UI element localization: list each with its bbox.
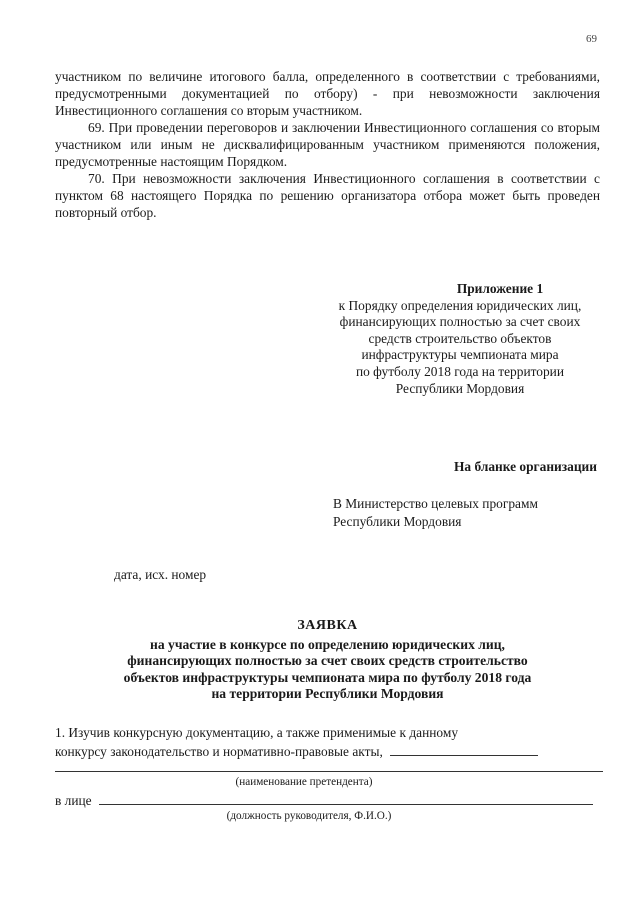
form-line-2 <box>55 742 603 761</box>
application-heading <box>55 618 600 703</box>
appendix-block <box>315 281 605 397</box>
applicant-name-caption: (наименование претендента) <box>235 776 373 788</box>
addressee-line: Республики Мордовия <box>333 514 462 529</box>
page-number: 69 <box>586 33 597 45</box>
addressee-line: В Министерство целевых программ <box>333 496 538 511</box>
letterhead-note: На бланке организации <box>454 459 597 474</box>
application-line: на территории Республики Мордовия <box>211 686 444 701</box>
application-line: на участие в конкурсе по определению юридических лиц, <box>150 636 505 652</box>
form-line-2-text: конкурсу законодательство и нормативно-правовые акты, <box>55 744 383 759</box>
representative-blank-field[interactable] <box>99 791 593 805</box>
form-line-1: 1. Изучив конкурсную документацию, а также применимые к данному <box>55 725 459 740</box>
appendix-line: по футболу 2018 года на территории <box>355 363 565 379</box>
date-reference: дата, исх. номер <box>114 567 207 582</box>
in-person-label: в лице <box>55 793 92 808</box>
representative-caption: (должность руководителя, Ф.И.О.) <box>226 810 392 822</box>
addressee-block <box>333 495 603 531</box>
applicant-blank-field[interactable] <box>390 742 538 756</box>
application-word: ЗАЯВКА <box>297 618 358 633</box>
appendix-title: Приложение 1 <box>456 281 544 296</box>
appendix-line: средств строительство объектов <box>368 330 552 346</box>
appendix-line: финансирующих полностью за счет своих <box>339 314 581 330</box>
appendix-line: к Порядку определения юридических лиц, <box>338 297 582 313</box>
in-person-row <box>55 791 603 810</box>
paragraph-continuation: участником по величине итогового балла, определенного в соответствии с требованиями, предусмотренными документацией по отбору) - при невозможности заключения Инвестиционного соглашения со вторым участником. <box>55 69 600 118</box>
paragraph-70: 70. При невозможности заключения Инвестиционного соглашения в соответствии с пунктом 68 настоящего Порядка по решению организатора отбора может быть проведен повторный отбор. <box>55 171 600 220</box>
appendix-line: инфраструктуры чемпионата мира <box>361 347 559 363</box>
application-line: финансирующих полностью за счет своих средств строительство <box>127 653 528 668</box>
body-text <box>55 68 600 221</box>
application-form <box>55 724 603 823</box>
applicant-name-blank-field[interactable] <box>55 761 603 772</box>
paragraph-69: 69. При проведении переговоров и заключении Инвестиционного соглашения со вторым участником или иным не дисквалифицированным участником применяются положения, предусмотренные настоящим Порядком. <box>55 120 600 169</box>
appendix-line: Республики Мордовия <box>395 380 525 396</box>
application-line: объектов инфраструктуры чемпионата мира по футболу 2018 года <box>123 669 532 685</box>
